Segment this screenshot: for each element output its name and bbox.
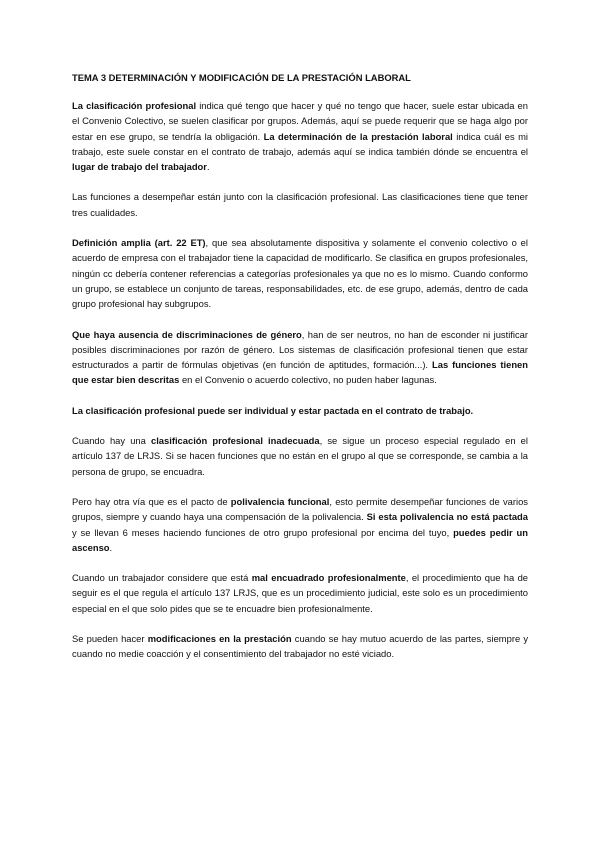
text-run: Pero hay otra vía que es el pacto de [72, 495, 231, 507]
text-run: . [206, 161, 210, 173]
text-run: indica cuál es mi trabajo, este suele constar en el contrato de trabajo, además aquí se indica también dónde se encuentra el [72, 130, 529, 157]
bold-text: clasificación profesional inadecuada [150, 435, 320, 447]
document-title: TEMA 3 DETERMINACIÓN Y MODIFICACIÓN DE LA PRESTACIÓN LABORAL [72, 72, 411, 83]
text-run: , se sigue un proceso especial regulado en el artículo 137 de LRJS. Si se hacen funciones que no están en el grupo al que se corresponde, se cambia a la persona de grupo, se encuadra. [72, 435, 528, 477]
bold-text: Definición amplia (art. 22 ET) [72, 237, 206, 249]
text-run: indica qué tengo que hacer y qué no tengo que hacer, suele estar ubicada en el Convenio Colectivo, se suelen clasificar por grupos. Además, aquí se puede requerir que se haga algo por estar en ese grupo, se tendría la obligación. [72, 100, 528, 142]
text-run: en el Convenio o acuerdo colectivo, no puden haber lagunas. [179, 374, 437, 386]
bold-text: Si esta polivalencia no está pactada [366, 511, 528, 523]
text-run: Se pueden hacer [72, 633, 148, 645]
text-run: , el procedimiento que ha de seguir es el que regula el artículo 137 LRJS, que es un procedimiento judicial, este solo es un procedimiento especial en el que solo pides que se te encuadre bien profesionalmente. [72, 572, 528, 614]
bold-text: La clasificación profesional puede ser individual y estar pactada en el contrato de trabajo. [72, 404, 474, 416]
text-run: y se llevan 6 meses haciendo funciones de otro grupo profesional por encima del tuyo, [72, 526, 454, 538]
text-run: Cuando un trabajador considere que está [72, 572, 252, 584]
paragraph-funciones [72, 189, 528, 220]
text-run: cuando se hay mutuo acuerdo de las partes, siempre y cuando no medie coacción y el consentimiento del trabajador no esté viciado. [72, 633, 528, 660]
text-run: Las funciones a desempeñar están junto con la clasificación profesional. Las clasificaciones tiene que tener tres cualidades. [72, 191, 528, 218]
text-run: Cuando hay una [72, 435, 151, 447]
paragraph-clasificacion-determinacion [72, 98, 528, 174]
paragraph-individual-pactada [72, 403, 528, 418]
paragraph-modificaciones [72, 631, 528, 662]
text-run: , esto permite desempeñar funciones de varios grupos, siempre y cuando haya una compensación de la polivalencia. [72, 495, 528, 523]
paragraph-discriminaciones [72, 327, 528, 388]
bold-text: Que haya ausencia de discriminaciones de género [72, 328, 302, 340]
paragraph-inadecuada [72, 433, 528, 479]
bold-text: puedes pedir un ascenso [72, 526, 528, 553]
paragraph-mal-encuadrado [72, 570, 528, 616]
paragraph-polivalencia [72, 494, 528, 555]
document-body [72, 98, 528, 662]
bold-text: La clasificación profesional [72, 100, 197, 111]
text-run: , han de ser neutros, no han de esconder ni justificar posibles discriminaciones por razón de género. Los sistemas de clasificación profesional tienen que estar estructurados a partir de fórmulas objetivas (en función de aptitudes, formación...). [72, 328, 528, 371]
paragraph-definicion-amplia [72, 235, 528, 311]
bold-text: modificaciones en la prestación [147, 633, 292, 645]
document-page [72, 72, 528, 677]
text-run: , que sea absolutamente dispositiva y solamente el convenio colectivo o el acuerdo de empresa con el trabajador tiene la capacidad de modificarlo. Se clasifica en grupos profesionales, ningún cc debería contener referencias a categorías profesionales ya que no es lo mismo. Cuando conformo un grupo, se establece un conjunto de tareas, responsabilidades, etc. de ese grupo, además, dentro de cada grupo profesional hay subgrupos. [72, 237, 528, 310]
bold-text: mal encuadrado profesionalmente [251, 572, 406, 584]
bold-text: polivalencia funcional [230, 495, 330, 507]
text-run: . [109, 541, 113, 553]
bold-text: Las funciones tienen que estar bien descritas [72, 359, 528, 386]
bold-text: lugar de trabajo del trabajador [72, 161, 207, 173]
bold-text: La determinación de la prestación laboral [263, 130, 453, 142]
